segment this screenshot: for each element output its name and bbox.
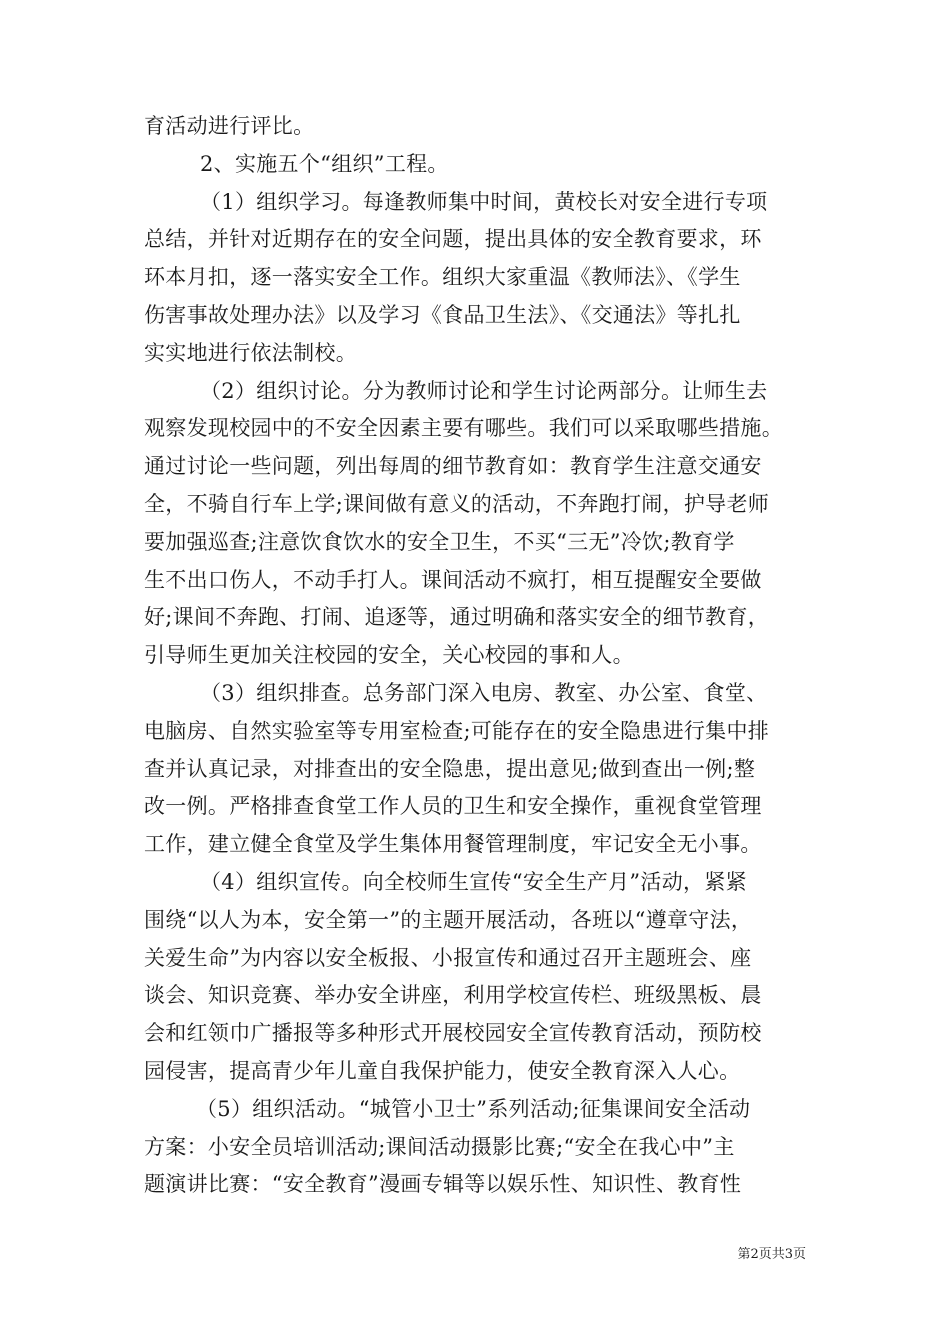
text-line: 电脑房、自然实验室等专用室检查;可能存在的安全隐患进行集中排 (144, 718, 770, 743)
text-line: 改一例。严格排查食堂工作人员的卫生和安全操作，重视食堂管理 (144, 794, 762, 819)
text-line: 实实地进行依法制校。 (144, 340, 357, 365)
text-line: 观察发现校园中的不安全因素主要有哪些。我们可以采取哪些措施。 (144, 416, 783, 441)
text-line: 育活动进行评比。 (144, 114, 315, 138)
text-line: 通过讨论一些问题，列出每周的细节教育如：教育学生注意交通安 (144, 454, 762, 479)
text-line: 会和红领巾广播报等多种形式开展校园安全宣传教育活动，预防校 (144, 1021, 762, 1046)
text-line: 围绕“以人为本，安全第一”的主题开展活动，各班以“遵章守法， (144, 907, 753, 932)
text-line: 工作，建立健全食堂及学生集体用餐管理制度，牢记安全无小事。 (144, 832, 762, 857)
text-line: 生不出口伤人，不动手打人。课间活动不疯打，相互提醒安全要做 (144, 567, 762, 592)
text-line: 伤害事故处理办法》以及学习《食品卫生法》、《交通法》等扎扎 (144, 302, 741, 327)
text-line: （3）组织排查。总务部门深入电房、教室、办公室、食堂、 (200, 680, 768, 705)
text-line: （2）组织讨论。分为教师讨论和学生讨论两部分。让师生去 (200, 378, 768, 403)
text-line: 查并认真记录，对排查出的安全隐患，提出意见;做到查出一例;整 (144, 756, 756, 781)
text-line: 好;课间不奔跑、打闹、追逐等，通过明确和落实安全的细节教育， (144, 605, 770, 630)
text-line: 关爱生命”为内容以安全板报、小报宣传和通过召开主题班会、座 (144, 945, 752, 970)
text-line: 引导师生更加关注校园的安全，关心校园的事和人。 (144, 643, 634, 668)
text-line: （4）组织宣传。向全校师生宣传“安全生产月”活动，紧紧 (200, 869, 747, 894)
body-text (144, 108, 808, 1204)
text-line: 总结，并针对近期存在的安全问题，提出具体的安全教育要求，环 (144, 227, 762, 252)
text-line: 题演讲比赛：“安全教育”漫画专辑等以娱乐性、知识性、教育性 (144, 1172, 742, 1197)
text-line: 要加强巡查;注意饮食饮水的安全卫生，不买“三无”冷饮;教育学 (144, 529, 735, 554)
page-footer: 第2页共3页 (737, 1247, 806, 1262)
text-line: 环本月扣，逐一落实安全工作。组织大家重温《教师法》、《学生 (144, 265, 741, 290)
text-line: 全，不骑自行车上学;课间做有意义的活动，不奔跑打闹，护导老师 (144, 491, 770, 516)
text-line: 园侵害，提高青少年儿童自我保护能力，使安全教育深入人心。 (144, 1058, 741, 1083)
text-line: 谈会、知识竞赛、举办安全讲座，利用学校宣传栏、班级黑板、晨 (144, 983, 762, 1008)
text-line: 方案：小安全员培训活动;课间活动摄影比赛;“安全在我心中”主 (144, 1134, 735, 1159)
text-line: （1）组织学习。每逢教师集中时间，黄校长对安全进行专项 (200, 189, 768, 214)
text-line: （5）组织活动。“城管小卫士”系列活动;征集课间安全活动 (196, 1096, 751, 1121)
text-line: 2、实施五个“组织”工程。 (200, 151, 449, 176)
